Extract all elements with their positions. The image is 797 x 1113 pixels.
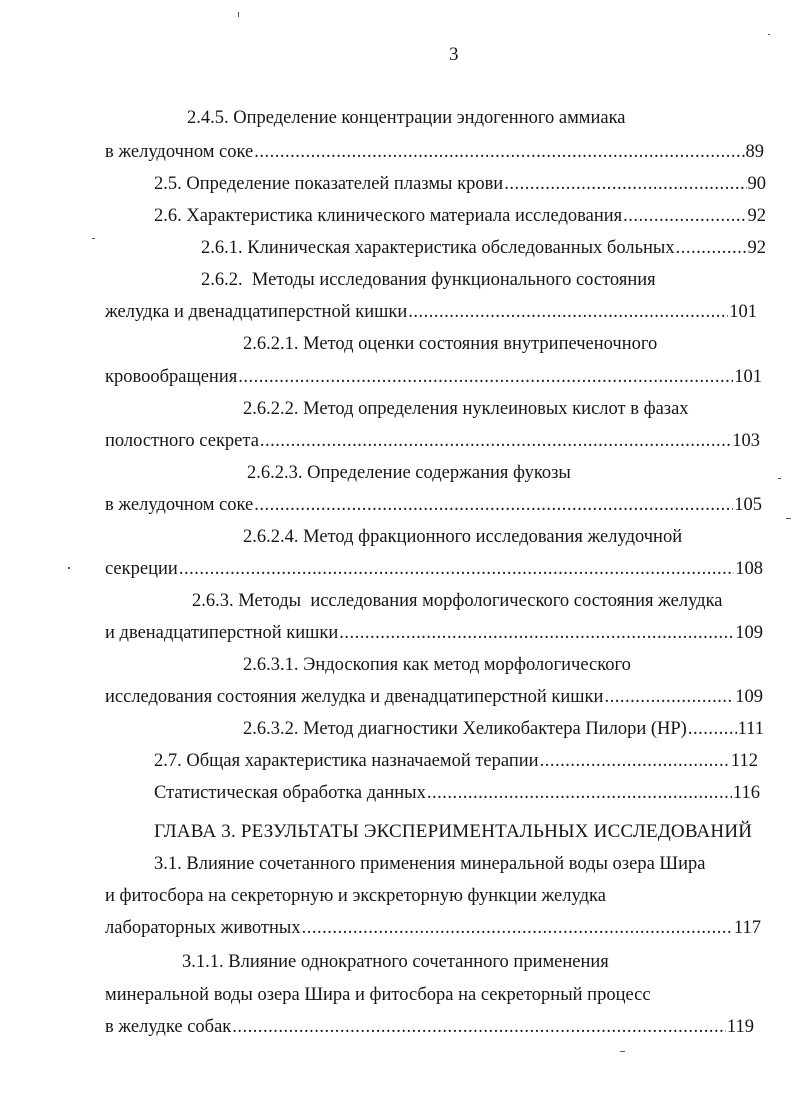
scan-speck: [92, 238, 95, 239]
toc-line-2-4-5: 2.4.5. Определение концентрации эндогенного аммиака: [187, 108, 626, 128]
toc-page-number: 109: [735, 687, 763, 707]
toc-line-2-6-2: 2.6.2. Методы исследования функционального состояния: [201, 270, 656, 290]
toc-page-number: 89: [745, 142, 764, 162]
toc-page-number: 90: [747, 174, 766, 194]
dot-leader: [254, 140, 744, 164]
toc-line-2-6-3-1: 2.6.3.1. Эндоскопия как метод морфологического: [243, 655, 631, 675]
toc-entry-statistics[interactable]: [154, 781, 760, 805]
toc-line-2-6-2-3: 2.6.2.3. Определение содержания фукозы: [247, 463, 571, 483]
toc-page-number: 116: [732, 783, 760, 803]
toc-page-number: 92: [747, 206, 766, 226]
toc-entry-2-6-3[interactable]: [105, 621, 763, 645]
toc-page-number: 111: [737, 719, 764, 739]
scan-speck: [768, 34, 770, 35]
toc-entry-2-4-5[interactable]: [105, 140, 764, 164]
dot-leader: [408, 300, 728, 324]
scan-speck: [778, 478, 781, 479]
toc-entry-text: секреции: [105, 559, 178, 579]
toc-entry-text: 2.7. Общая характеристика назначаемой терапии: [154, 751, 539, 771]
dot-leader: [232, 1015, 726, 1039]
scan-speck: [786, 518, 791, 519]
toc-entry-2-7[interactable]: [154, 749, 758, 773]
dot-leader: [623, 204, 746, 228]
toc-page-number: 112: [730, 751, 758, 771]
toc-page-number: 101: [729, 302, 757, 322]
toc-entry-3-1[interactable]: [105, 916, 761, 940]
toc-entry-text: в желудочном соке: [105, 495, 254, 515]
dot-leader: [302, 916, 733, 940]
toc-entry-text: 2.6.1. Клиническая характеристика обследованных больных: [201, 238, 675, 258]
toc-entry-3-1-1[interactable]: [105, 1015, 754, 1039]
toc-page-number: 101: [734, 367, 762, 387]
toc-entry-text: 2.5. Определение показателей плазмы крови: [154, 174, 504, 194]
scan-speck: [238, 12, 239, 17]
scan-speck: [620, 1051, 625, 1052]
toc-page-number: 109: [735, 623, 763, 643]
toc-line-2-6-3: 2.6.3. Методы исследования морфологического состояния желудка: [192, 591, 723, 611]
toc-line-2-6-2-4: 2.6.2.4. Метод фракционного исследования желудочной: [243, 527, 683, 547]
toc-entry-2-6-3-2[interactable]: [243, 717, 764, 741]
page-number: 3: [449, 44, 459, 65]
dot-leader: [339, 621, 734, 645]
scan-speck: [68, 567, 70, 569]
toc-entry-2-6-1[interactable]: [201, 236, 766, 260]
toc-entry-2-6-2-2[interactable]: [105, 429, 760, 453]
dot-leader: [676, 236, 747, 260]
toc-line-3-1-1: 3.1.1. Влияние однократного сочетанного применения: [182, 952, 609, 972]
toc-entry-2-6-2[interactable]: [105, 300, 757, 324]
dot-leader: [504, 172, 746, 196]
dot-leader: [254, 493, 733, 517]
dot-leader: [540, 749, 730, 773]
toc-page-number: 92: [747, 238, 766, 258]
dot-leader: [688, 717, 737, 741]
toc-entry-text: в желудке собак: [105, 1017, 232, 1037]
toc-line-3-1-cont: и фитосбора на секреторную и экскреторную функции желудка: [105, 886, 606, 906]
toc-entry-2-6-3-1[interactable]: [105, 685, 763, 709]
dot-leader: [238, 365, 733, 389]
toc-entry-text: 2.6. Характеристика клинического материала исследования: [154, 206, 623, 226]
toc-entry-2-6[interactable]: [154, 204, 766, 228]
toc-entry-text: и двенадцатиперстной кишки: [105, 623, 339, 643]
toc-page-number: 119: [726, 1017, 754, 1037]
toc-entry-2-5[interactable]: [154, 172, 766, 196]
dot-leader: [427, 781, 732, 805]
toc-entry-text: желудка и двенадцатиперстной кишки: [105, 302, 408, 322]
chapter-3-heading[interactable]: ГЛАВА 3. РЕЗУЛЬТАТЫ ЭКСПЕРИМЕНТАЛЬНЫХ ИССЛЕДОВАНИЙ: [154, 821, 753, 842]
toc-entry-2-6-2-4[interactable]: [105, 557, 763, 581]
toc-entry-text: кровообращения: [105, 367, 238, 387]
toc-entry-text: полостного секрета: [105, 431, 259, 451]
toc-page-number: 108: [735, 559, 763, 579]
toc-line-3-1-1-cont: минеральной воды озера Шира и фитосбора на секреторный процесс: [105, 985, 651, 1005]
dot-leader: [604, 685, 734, 709]
toc-entry-text: лабораторных животных: [105, 918, 301, 938]
toc-entry-text: 2.6.3.2. Метод диагностики Хеликобактера Пилори (НР): [243, 719, 687, 739]
toc-entry-text: исследования состояния желудка и двенадцатиперстной кишки: [105, 687, 604, 707]
dot-leader: [260, 429, 731, 453]
toc-page-number: 117: [733, 918, 761, 938]
toc-line-2-6-2-1: 2.6.2.1. Метод оценки состояния внутрипеченочного: [243, 334, 658, 354]
toc-page-number: 103: [732, 431, 760, 451]
toc-line-2-6-2-2: 2.6.2.2. Метод определения нуклеиновых кислот в фазах: [243, 399, 689, 419]
toc-line-3-1: 3.1. Влияние сочетанного применения минеральной воды озера Шира: [154, 854, 706, 874]
toc-entry-2-6-2-3[interactable]: [105, 493, 762, 517]
toc-entry-2-6-2-1[interactable]: [105, 365, 762, 389]
dot-leader: [179, 557, 734, 581]
toc-entry-text: в желудочном соке: [105, 142, 254, 162]
toc-page-number: 105: [734, 495, 762, 515]
toc-entry-text: Статистическая обработка данных: [154, 783, 426, 803]
